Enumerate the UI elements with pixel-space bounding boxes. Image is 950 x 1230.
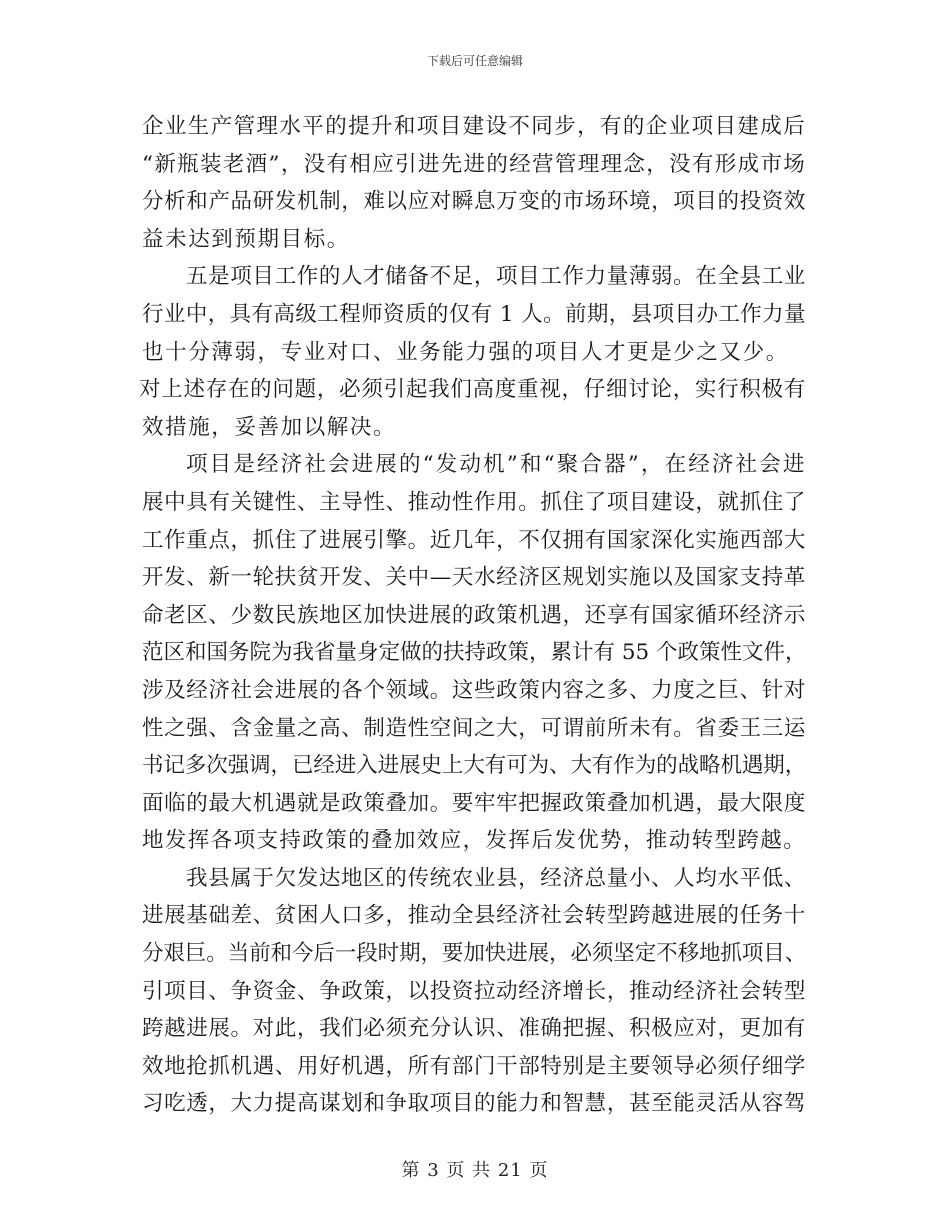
text-line: 习吃透，大力提高谋划和争取项目的能力和智慧，甚至能灵活从容驾 [142,1091,806,1117]
text-line: 面临的最大机遇就是政策叠加。要牢牢把握政策叠加机遇，最大限度 [142,790,806,816]
text-line: 展中具有关键性、主导性、推动性作用。抓住了项目建设，就抓住了 [142,489,806,515]
text-line: 工作重点，抓住了进展引擎。近几年，不仅拥有国家深化实施西部大 [142,527,806,553]
text-line: 性之强、含金量之高、制造性空间之大，可谓前所未有。省委王三运 [142,715,806,741]
text-line: 效措施，妥善加以解决。 [142,414,397,440]
text-line: 五是项目工作的人才储备不足，项目工作力量薄弱。在全县工业 [186,264,806,290]
page-footer: 第 3 页 共 21 页 [401,1160,549,1181]
text-line: 开发、新一轮扶贫开发、关中—天水经济区规划实施以及国家支持革 [142,565,806,591]
text-line: 行业中，具有高级工程师资质的仅有 1 人。前期，县项目办工作力量 [142,301,806,327]
text-line: 益未达到预期目标。 [142,226,350,252]
text-line: 对上述存在的问题，必须引起我们高度重视，仔细讨论，实行积极有 [139,377,806,403]
text-line: 地发挥各项支持政策的叠加效应，发挥后发优势，推动转型跨越。 [142,828,807,854]
text-line: 项目是经济社会进展的“发动机”和“聚合器”，在经济社会进 [186,452,806,478]
text-line: 分析和产品研发机制，难以应对瞬息万变的市场环境，项目的投资效 [142,189,806,215]
text-line: “新瓶装老酒”，没有相应引进先进的经营管理理念，没有形成市场 [142,151,806,177]
text-line: 书记多次强调，已经进入进展史上大有可为、大有作为的战略机遇期， [142,753,806,779]
text-line: 跨越进展。对此，我们必须充分认识、准确把握、积极应对，更加有 [142,1016,806,1042]
text-line: 进展基础差、贫困人口多，推动全县经济社会转型跨越进展的任务十 [142,903,806,929]
text-line: 效地抢抓机遇、用好机遇，所有部门干部特别是主要领导必须仔细学 [142,1053,806,1079]
text-line: 范区和国务院为我省量身定做的扶持政策，累计有 55 个政策性文件， [142,640,807,666]
page-header: 下载后可任意编辑 [426,54,523,68]
text-line: 分艰巨。当前和今后一段时期，要加快进展，必须坚定不移地抓项目、 [142,941,806,967]
text-line: 涉及经济社会进展的各个领域。这些政策内容之多、力度之巨、针对 [142,677,806,703]
text-line: 命老区、少数民族地区加快进展的政策机遇，还享有国家循环经济示 [142,602,806,628]
text-line: 也十分薄弱，专业对口、业务能力强的项目人才更是少之又少。 [142,339,789,365]
text-line: 我县属于欠发达地区的传统农业县，经济总量小、人均水平低、 [186,865,806,891]
document-body [139,108,807,1123]
text-line: 企业生产管理水平的提升和项目建设不同步，有的企业项目建成后 [142,114,807,139]
text-line: 引项目、争资金、争政策，以投资拉动经济增长，推动经济社会转型 [142,978,806,1004]
